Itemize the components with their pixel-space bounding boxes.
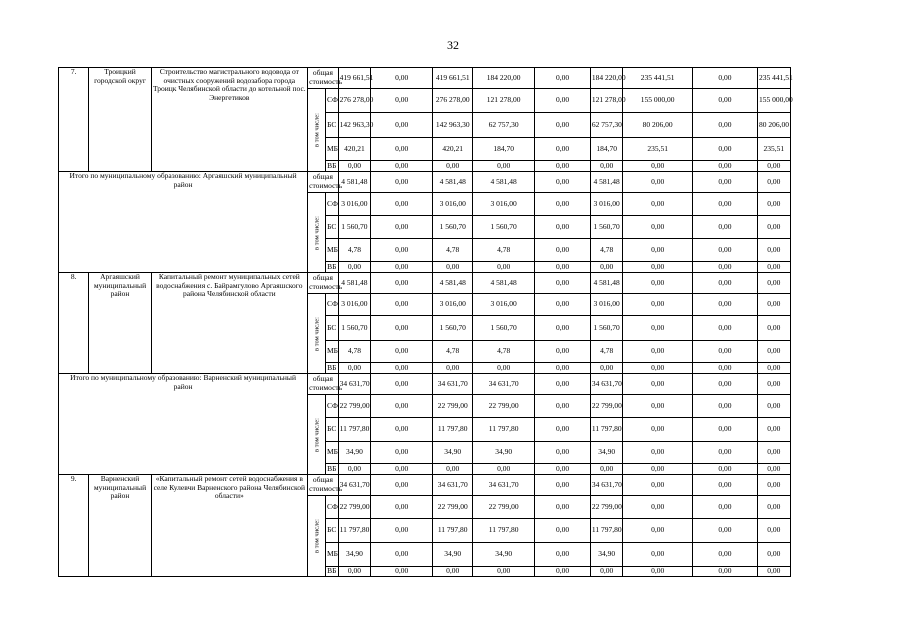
value-cell: 4 581,48: [338, 172, 371, 193]
value-cell: 0,00: [758, 262, 791, 273]
funding-source-label: МБ: [326, 138, 339, 161]
funding-source-label: ВБ: [327, 566, 337, 576]
value-cell: 0,00: [535, 161, 591, 172]
value-cell: 419 661,51: [433, 68, 473, 89]
value-cell: 3 016,00: [433, 193, 473, 216]
value-cell: 0,00: [338, 464, 371, 475]
value-cell: 276 278,00: [338, 89, 371, 113]
value-cell: 184,70: [590, 138, 623, 161]
value-cell: 0,00: [692, 172, 757, 193]
value-cell: 3 016,00: [473, 193, 535, 216]
value-cell: 0,00: [692, 519, 757, 543]
value-cell: 0,00: [535, 418, 591, 442]
value-cell: 0,00: [758, 464, 791, 475]
value-cell: 0,00: [692, 496, 757, 519]
value-cell: 34 631,70: [338, 374, 371, 395]
value-cell: 0,00: [535, 113, 591, 138]
value-cell: 34,90: [473, 442, 535, 464]
including-label: в том числе:: [312, 417, 320, 452]
value-cell: 0,00: [758, 543, 791, 567]
value-cell: 0,00: [692, 193, 757, 216]
value-cell: 0,00: [433, 161, 473, 172]
value-cell: 0,00: [692, 316, 757, 341]
value-cell: 0,00: [623, 172, 692, 193]
row-index: 9.: [59, 475, 89, 577]
value-cell: 34,90: [590, 442, 623, 464]
total-cost-label: общая стоимость: [308, 68, 338, 89]
value-cell: 0,00: [371, 273, 433, 294]
value-cell: 4 581,48: [473, 172, 535, 193]
table-row: [59, 172, 858, 193]
value-cell: 0,00: [758, 172, 791, 193]
funding-source-label: ВБ: [327, 362, 337, 372]
value-cell: 0,00: [692, 138, 757, 161]
funding-source-label: БС: [326, 418, 339, 442]
value-cell: 0,00: [535, 543, 591, 567]
value-cell: 0,00: [371, 193, 433, 216]
value-cell: 0,00: [371, 216, 433, 239]
value-cell: 0,00: [371, 496, 433, 519]
value-cell: 0,00: [535, 464, 591, 475]
value-cell: 0,00: [338, 567, 371, 577]
value-cell: 0,00: [535, 363, 591, 374]
funding-source-label: СФ: [326, 89, 339, 113]
including-label-cell: [308, 395, 326, 475]
value-cell: 0,00: [758, 363, 791, 374]
value-cell: 34,90: [433, 543, 473, 567]
value-cell: 0,00: [338, 161, 371, 172]
value-cell: 3 016,00: [590, 294, 623, 316]
value-cell: 0,00: [692, 418, 757, 442]
value-cell: 0,00: [535, 519, 591, 543]
value-cell: 0,00: [623, 464, 692, 475]
value-cell: 0,00: [692, 161, 757, 172]
value-cell: 34,90: [473, 543, 535, 567]
value-cell: 0,00: [623, 239, 692, 262]
value-cell: 0,00: [535, 294, 591, 316]
funding-source-label: МБ: [326, 442, 339, 464]
value-cell: 11 797,80: [338, 519, 371, 543]
value-cell: 0,00: [338, 363, 371, 374]
value-cell: 0,00: [371, 418, 433, 442]
value-cell: 34 631,70: [433, 374, 473, 395]
row-index: 8.: [59, 273, 89, 374]
value-cell: 0,00: [623, 341, 692, 363]
value-cell: 0,00: [371, 262, 433, 273]
funding-source-label: СФ: [326, 294, 339, 316]
value-cell: 22 799,00: [338, 496, 371, 519]
funding-source-label: БС: [326, 519, 339, 543]
value-cell: 0,00: [692, 262, 757, 273]
value-cell: 0,00: [473, 161, 535, 172]
value-cell: 0,00: [535, 341, 591, 363]
value-cell: 0,00: [758, 475, 791, 496]
value-cell: 0,00: [692, 543, 757, 567]
value-cell: 0,00: [758, 442, 791, 464]
value-cell: 0,00: [623, 216, 692, 239]
funding-source-label: БС: [326, 216, 339, 239]
value-cell: 0,00: [371, 464, 433, 475]
value-cell: 0,00: [758, 341, 791, 363]
value-cell: 0,00: [371, 68, 433, 89]
table-row: [59, 475, 858, 496]
value-cell: 0,00: [623, 418, 692, 442]
value-cell: 0,00: [692, 464, 757, 475]
value-cell: 0,00: [692, 374, 757, 395]
value-cell: 4,78: [473, 239, 535, 262]
value-cell: 0,00: [371, 161, 433, 172]
value-cell: 0,00: [535, 442, 591, 464]
project-name: Капитальный ремонт муниципальных сетей водоснабжения с. Байрамгулово Аргаяшского района Челябинской области: [151, 273, 308, 374]
municipality-total-label: Итого по муниципальному образованию: Аргаяшский муниципальный район: [59, 172, 308, 273]
value-cell: 0,00: [590, 262, 623, 273]
page-number: 32: [447, 38, 459, 52]
value-cell: 4 581,48: [433, 172, 473, 193]
value-cell: 0,00: [371, 519, 433, 543]
value-cell: 0,00: [338, 262, 371, 273]
value-cell: 34,90: [433, 442, 473, 464]
value-cell: 0,00: [692, 395, 757, 418]
value-cell: 4,78: [338, 341, 371, 363]
project-name: Строительство магистрального водовода от очистных сооружений водозабора города Троицк Челябинской области до котельной пос. Энергетиков: [151, 68, 308, 172]
value-cell: 0,00: [371, 341, 433, 363]
value-cell: 0,00: [758, 239, 791, 262]
value-cell: 80 206,00: [623, 113, 692, 138]
value-cell: 0,00: [371, 543, 433, 567]
value-cell: 0,00: [623, 519, 692, 543]
value-cell: 0,00: [473, 464, 535, 475]
budget-table: [58, 67, 858, 577]
value-cell: 3 016,00: [433, 294, 473, 316]
value-cell: 22 799,00: [590, 496, 623, 519]
value-cell: 34 631,70: [590, 475, 623, 496]
value-cell: 34 631,70: [338, 475, 371, 496]
value-cell: 1 560,70: [590, 316, 623, 341]
value-cell: 22 799,00: [590, 395, 623, 418]
value-cell: 0,00: [371, 138, 433, 161]
value-cell: 0,00: [371, 567, 433, 577]
value-cell: 0,00: [692, 273, 757, 294]
including-label: в том числе:: [312, 316, 320, 351]
value-cell: 0,00: [535, 262, 591, 273]
value-cell: 142 963,30: [433, 113, 473, 138]
value-cell: 0,00: [623, 374, 692, 395]
value-cell: 0,00: [758, 567, 791, 577]
value-cell: 0,00: [758, 519, 791, 543]
value-cell: 0,00: [623, 543, 692, 567]
value-cell: 4,78: [338, 239, 371, 262]
value-cell: 34,90: [590, 543, 623, 567]
value-cell: 1 560,70: [338, 316, 371, 341]
value-cell: 0,00: [535, 374, 591, 395]
value-cell: 0,00: [623, 363, 692, 374]
municipality-name: Аргаяшский муниципальный район: [89, 273, 151, 374]
value-cell: 0,00: [692, 68, 757, 89]
value-cell: 0,00: [535, 239, 591, 262]
including-label: в том числе:: [312, 519, 320, 553]
value-cell: 0,00: [473, 262, 535, 273]
value-cell: 62 757,30: [473, 113, 535, 138]
value-cell: 0,00: [692, 239, 757, 262]
value-cell: 235,51: [623, 138, 692, 161]
value-cell: 0,00: [371, 316, 433, 341]
value-cell: 4 581,48: [433, 273, 473, 294]
value-cell: 0,00: [758, 273, 791, 294]
table-row: [59, 68, 858, 89]
total-cost-label: общая стоимость: [308, 374, 338, 395]
value-cell: 0,00: [758, 193, 791, 216]
value-cell: 0,00: [758, 395, 791, 418]
value-cell: 4,78: [433, 341, 473, 363]
value-cell: 0,00: [371, 239, 433, 262]
value-cell: 0,00: [758, 418, 791, 442]
value-cell: 0,00: [371, 172, 433, 193]
value-cell: 0,00: [758, 294, 791, 316]
funding-source-label: МБ: [326, 239, 339, 262]
value-cell: 0,00: [371, 374, 433, 395]
total-cost-label: общая стоимость: [308, 273, 338, 294]
value-cell: 1 560,70: [433, 216, 473, 239]
value-cell: 4 581,48: [590, 172, 623, 193]
funding-source-label: СФ: [326, 395, 339, 418]
value-cell: 11 797,80: [590, 418, 623, 442]
value-cell: 1 560,70: [433, 316, 473, 341]
value-cell: 22 799,00: [473, 395, 535, 418]
value-cell: 0,00: [371, 442, 433, 464]
value-cell: 0,00: [371, 89, 433, 113]
including-label: в том числе:: [312, 215, 320, 250]
value-cell: 4 581,48: [473, 273, 535, 294]
value-cell: 4,78: [590, 239, 623, 262]
value-cell: 62 757,30: [590, 113, 623, 138]
value-cell: 0,00: [535, 475, 591, 496]
value-cell: 0,00: [692, 341, 757, 363]
including-label-cell: [308, 193, 326, 273]
value-cell: 11 797,80: [338, 418, 371, 442]
project-name: «Капитальный ремонт сетей водоснабжения в селе Кулевчи Варненского района Челябинской области»: [151, 475, 308, 577]
value-cell: 34 631,70: [433, 475, 473, 496]
funding-source-label: СФ: [326, 193, 339, 216]
value-cell: 1 560,70: [473, 216, 535, 239]
value-cell: 0,00: [692, 113, 757, 138]
value-cell: 0,00: [623, 193, 692, 216]
value-cell: 22 799,00: [473, 496, 535, 519]
value-cell: 0,00: [692, 442, 757, 464]
value-cell: 0,00: [590, 363, 623, 374]
value-cell: 184 220,00: [473, 68, 535, 89]
value-cell: 0,00: [623, 395, 692, 418]
including-label-cell: [308, 89, 326, 172]
total-cost-label: общая стоимость: [308, 172, 338, 193]
value-cell: 11 797,80: [473, 519, 535, 543]
value-cell: 0,00: [692, 363, 757, 374]
including-label-cell: [308, 294, 326, 374]
including-label-cell: [308, 496, 326, 577]
value-cell: 1 560,70: [338, 216, 371, 239]
value-cell: 121 278,00: [473, 89, 535, 113]
value-cell: 419 661,51: [338, 68, 371, 89]
value-cell: 0,00: [623, 294, 692, 316]
value-cell: 11 797,80: [473, 418, 535, 442]
value-cell: 0,00: [433, 262, 473, 273]
value-cell: 0,00: [758, 496, 791, 519]
including-label: в том числе:: [312, 113, 320, 147]
value-cell: 0,00: [623, 475, 692, 496]
value-cell: 22 799,00: [338, 395, 371, 418]
value-cell: 0,00: [692, 567, 757, 577]
value-cell: 0,00: [473, 363, 535, 374]
value-cell: 0,00: [535, 89, 591, 113]
value-cell: 34,90: [338, 543, 371, 567]
value-cell: 155 000,00: [758, 89, 791, 113]
value-cell: 0,00: [623, 496, 692, 519]
value-cell: 0,00: [535, 273, 591, 294]
value-cell: 0,00: [758, 216, 791, 239]
value-cell: 3 016,00: [338, 294, 371, 316]
value-cell: 1 560,70: [590, 216, 623, 239]
value-cell: 0,00: [473, 567, 535, 577]
value-cell: 0,00: [623, 262, 692, 273]
value-cell: 0,00: [535, 567, 591, 577]
value-cell: 0,00: [535, 316, 591, 341]
value-cell: 4 581,48: [590, 273, 623, 294]
value-cell: 0,00: [371, 113, 433, 138]
value-cell: 276 278,00: [433, 89, 473, 113]
table-row: [59, 374, 858, 395]
row-index: 7.: [59, 68, 89, 172]
value-cell: 0,00: [535, 193, 591, 216]
value-cell: 34,90: [338, 442, 371, 464]
value-cell: 34 631,70: [473, 374, 535, 395]
value-cell: 142 963,30: [338, 113, 371, 138]
value-cell: 0,00: [371, 395, 433, 418]
value-cell: 11 797,80: [590, 519, 623, 543]
funding-source-label: МБ: [326, 543, 339, 567]
value-cell: 235,51: [758, 138, 791, 161]
value-cell: 22 799,00: [433, 395, 473, 418]
value-cell: 34 631,70: [590, 374, 623, 395]
value-cell: 0,00: [623, 316, 692, 341]
value-cell: 235 441,51: [623, 68, 692, 89]
value-cell: 121 278,00: [590, 89, 623, 113]
table-row: [59, 273, 858, 294]
value-cell: 4,78: [590, 341, 623, 363]
funding-source-label: БС: [326, 113, 339, 138]
value-cell: 0,00: [758, 316, 791, 341]
value-cell: 0,00: [535, 216, 591, 239]
municipality-total-label: Итого по муниципальному образованию: Варненский муниципальный район: [59, 374, 308, 475]
municipality-name: Троицкий городской округ: [89, 68, 151, 172]
value-cell: 0,00: [535, 496, 591, 519]
value-cell: 3 016,00: [473, 294, 535, 316]
total-cost-label: общая стоимость: [308, 475, 338, 496]
value-cell: 0,00: [758, 374, 791, 395]
value-cell: 420,21: [338, 138, 371, 161]
funding-source-label: ВБ: [327, 261, 337, 271]
value-cell: 4 581,48: [338, 273, 371, 294]
value-cell: 3 016,00: [338, 193, 371, 216]
value-cell: 1 560,70: [473, 316, 535, 341]
value-cell: 184 220,00: [590, 68, 623, 89]
value-cell: 0,00: [623, 442, 692, 464]
value-cell: 0,00: [535, 138, 591, 161]
funding-source-label: ВБ: [327, 160, 337, 170]
value-cell: 0,00: [590, 567, 623, 577]
value-cell: 4,78: [473, 341, 535, 363]
value-cell: 155 000,00: [623, 89, 692, 113]
value-cell: 0,00: [692, 475, 757, 496]
value-cell: 11 797,80: [433, 519, 473, 543]
funding-source-label: ВБ: [327, 463, 337, 473]
value-cell: 0,00: [692, 294, 757, 316]
value-cell: 0,00: [371, 475, 433, 496]
value-cell: 11 797,80: [433, 418, 473, 442]
value-cell: 0,00: [371, 294, 433, 316]
value-cell: 0,00: [758, 161, 791, 172]
funding-source-label: МБ: [326, 341, 339, 363]
value-cell: 0,00: [371, 363, 433, 374]
value-cell: 34 631,70: [473, 475, 535, 496]
value-cell: 4,78: [433, 239, 473, 262]
funding-source-label: СФ: [326, 496, 339, 519]
value-cell: 0,00: [433, 363, 473, 374]
value-cell: 0,00: [623, 567, 692, 577]
value-cell: 0,00: [535, 172, 591, 193]
value-cell: 0,00: [535, 68, 591, 89]
value-cell: 0,00: [535, 395, 591, 418]
value-cell: 0,00: [433, 464, 473, 475]
value-cell: 420,21: [433, 138, 473, 161]
value-cell: 80 206,00: [758, 113, 791, 138]
value-cell: 22 799,00: [433, 496, 473, 519]
funding-source-label: БС: [326, 316, 339, 341]
value-cell: 0,00: [590, 161, 623, 172]
value-cell: 3 016,00: [590, 193, 623, 216]
value-cell: 0,00: [692, 216, 757, 239]
value-cell: 0,00: [623, 161, 692, 172]
municipality-name: Варненский муниципальный район: [89, 475, 151, 577]
value-cell: 184,70: [473, 138, 535, 161]
value-cell: 0,00: [590, 464, 623, 475]
value-cell: 0,00: [692, 89, 757, 113]
value-cell: 0,00: [623, 273, 692, 294]
value-cell: 0,00: [433, 567, 473, 577]
value-cell: 235 441,51: [758, 68, 791, 89]
